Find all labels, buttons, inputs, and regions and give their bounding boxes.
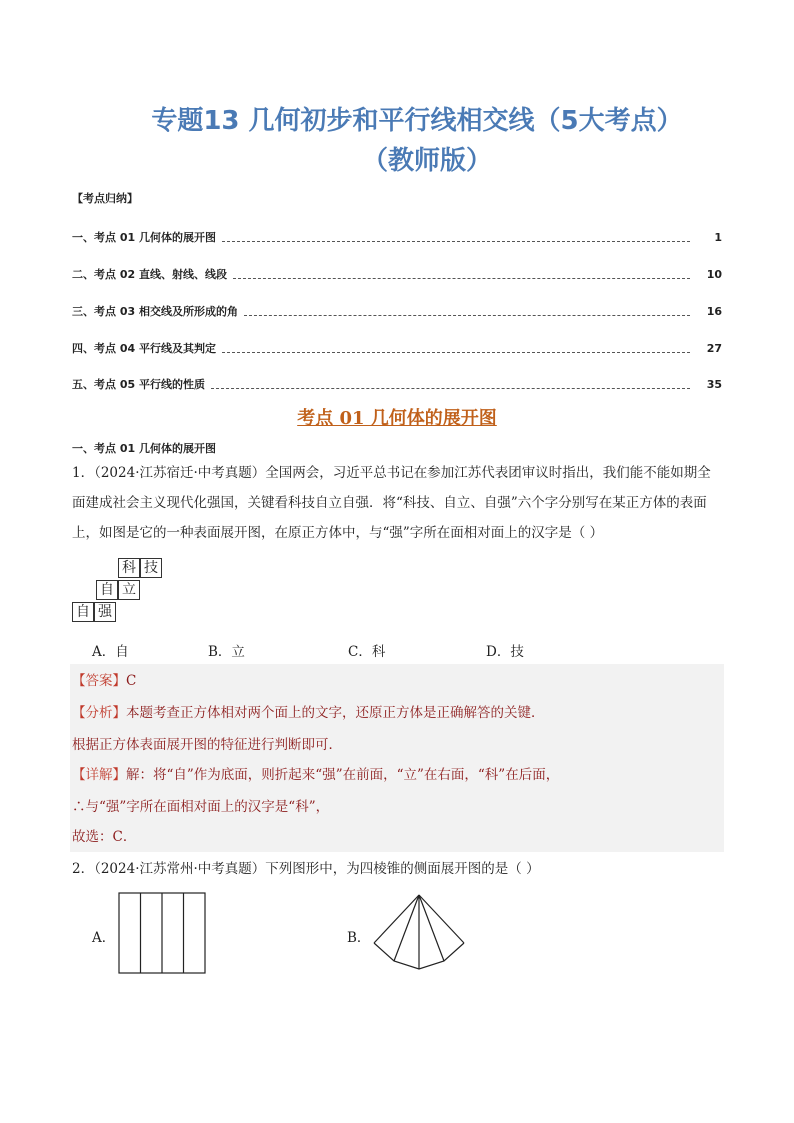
analysis-tag: 【分析】 [72, 705, 126, 721]
toc-item-page: 1 [714, 230, 722, 244]
detail-line-2: ∴与“强”字所在面相对面上的汉字是“科”， [72, 799, 330, 815]
page-title: 专题13 几何初步和平行线相交线（5大考点） [151, 106, 683, 136]
toc-leader [244, 307, 690, 316]
net-cell: 自 [72, 602, 94, 622]
detail-tag: 【详解】 [72, 767, 126, 783]
answer-value: C [126, 673, 137, 689]
toc-item-label: 四、考点 04 平行线及其判定 [72, 342, 216, 355]
question-1-line-3: 上，如图是它的一种表面展开图，在原正方体中，与“强”字所在面相对面上的汉字是（ ） [72, 525, 604, 541]
toc-leader [222, 233, 690, 242]
detail-line-3: 故选：C． [72, 829, 137, 845]
q2-option-b-figure[interactable] [372, 893, 466, 973]
toc-heading: 【考点归纳】 [72, 192, 138, 205]
question-1-line-2: 面建成社会主义现代化强国，关键看科技自立自强．将“科技、自立、自强”六个字分别写在某正方体的表面 [72, 495, 707, 511]
q2-option-a-figure[interactable] [118, 892, 208, 976]
toc-item-label: 三、考点 03 相交线及所形成的角 [72, 305, 238, 318]
toc-item-1[interactable] [72, 229, 722, 245]
cube-net-figure [72, 558, 172, 628]
detail-text: 解：将“自”作为底面，则折起来“强”在前面，“立”在右面，“科”在后面， [126, 767, 560, 783]
detail-line [72, 764, 722, 786]
toc-item-4[interactable] [72, 340, 722, 356]
net-cell: 自 [96, 580, 118, 600]
toc-item-page: 27 [706, 341, 722, 355]
page-subtitle: （教师版） [361, 146, 492, 176]
answer-tag: 【答案】 [72, 673, 126, 689]
toc-item-label: 二、考点 02 直线、射线、线段 [72, 268, 227, 281]
toc-leader [233, 270, 690, 279]
answer-panel [70, 664, 724, 852]
toc-item-label: 五、考点 05 平行线的性质 [72, 378, 205, 391]
toc-item-page: 16 [706, 304, 722, 318]
net-cell: 立 [118, 580, 140, 600]
analysis-line-2: 根据正方体表面展开图的特征进行判断即可． [72, 737, 342, 753]
sub-heading: 一、考点 01 几何体的展开图 [72, 442, 216, 455]
net-cell: 科 [118, 558, 140, 578]
option-c[interactable]: C．科 [348, 644, 386, 660]
question-1-line-1: 1．（2024·江苏宿迁·中考真题）全国两会，习近平总书记在参加江苏代表团审议时指出，我们能不能如期全 [72, 465, 711, 481]
toc-leader [222, 344, 690, 353]
section-heading: 考点 01 几何体的展开图 [297, 408, 497, 429]
toc-item-5[interactable] [72, 376, 722, 392]
net-cell: 强 [94, 602, 116, 622]
net-cell: 技 [140, 558, 162, 578]
q2-option-a-label[interactable]: A． [92, 930, 116, 946]
answer-line [72, 670, 722, 692]
toc-item-label: 一、考点 01 几何体的展开图 [72, 231, 216, 244]
q2-option-b-label[interactable]: B． [347, 930, 371, 946]
analysis-line [72, 702, 722, 724]
option-b[interactable]: B．立 [208, 644, 245, 660]
question-2-text: 2．（2024·江苏常州·中考真题）下列图形中，为四棱锥的侧面展开图的是（ ） [72, 861, 540, 877]
toc-item-page: 10 [706, 267, 722, 281]
toc-item-page: 35 [706, 377, 722, 391]
analysis-text: 本题考查正方体相对两个面上的文字，还原正方体是正确解答的关键． [126, 705, 545, 721]
toc-item-2[interactable] [72, 266, 722, 282]
option-a[interactable]: A．自 [92, 644, 129, 660]
toc-leader [211, 380, 690, 389]
option-d[interactable]: D．技 [486, 644, 524, 660]
toc-item-3[interactable] [72, 303, 722, 319]
